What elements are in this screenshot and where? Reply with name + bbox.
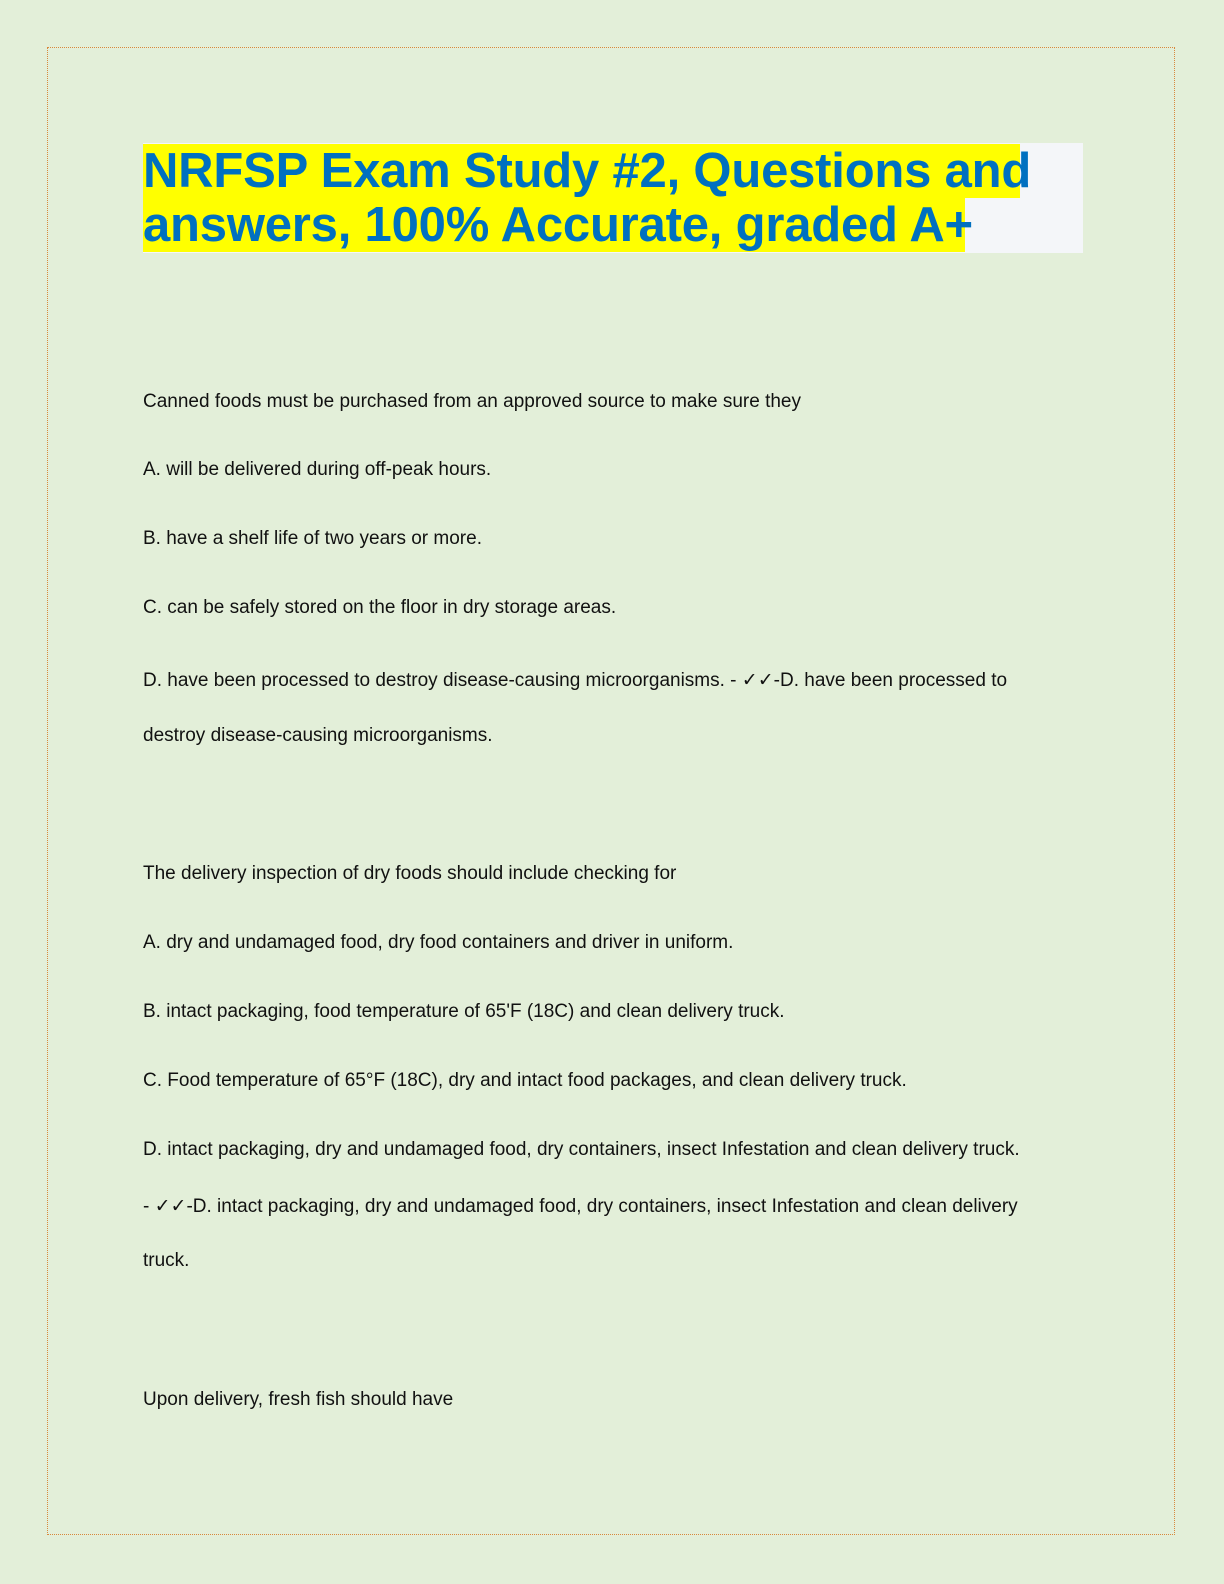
page-border: [47, 47, 1175, 1535]
checkmark-icon: ✓✓: [741, 669, 774, 691]
question-2-option-b: B. intact packaging, food temperature of 65'F (18C) and clean delivery truck.: [143, 1001, 785, 1022]
question-2-option-d: D. intact packaging, dry and undamaged food, dry containers, insect Infestation and clean delivery truck.: [143, 1139, 1020, 1160]
checkmark-icon: ✓✓: [154, 1195, 187, 1217]
document-content: [143, 143, 1083, 1410]
question-2-stem: The delivery inspection of dry foods should include checking for: [143, 863, 677, 884]
question-1-answer-start: -D. have been processed to: [773, 670, 1008, 691]
question-1-answer-end: destroy disease-causing microorganisms.: [143, 725, 493, 746]
question-1-option-a: A. will be delivered during off-peak hours.: [143, 459, 492, 480]
question-1-option-b: B. have a shelf life of two years or more.: [143, 528, 482, 549]
question-1-option-c: C. can be safely stored on the floor in dry storage areas.: [143, 597, 617, 618]
question-2-answer: [143, 1195, 1018, 1218]
question-2-option-c: C. Food temperature of 65°F (18C), dry and intact food packages, and clean delivery truck.: [143, 1070, 907, 1091]
question-1-option-d-answer: [143, 669, 1007, 692]
answer-dash: -: [143, 1196, 155, 1217]
question-2-answer-line1: -D. intact packaging, dry and undamaged food, dry containers, insect Infestation and clean delivery: [186, 1196, 1018, 1217]
question-1-stem: Canned foods must be purchased from an approved source to make sure they: [143, 391, 801, 412]
question-2-answer-line2: truck.: [143, 1250, 190, 1271]
document-title: [143, 143, 1083, 253]
title-line-2: answers, 100% Accurate, graded A+: [143, 198, 973, 252]
title-line-1: NRFSP Exam Study #2, Questions and: [143, 144, 1032, 198]
question-2-option-a: A. dry and undamaged food, dry food containers and driver in uniform.: [143, 932, 734, 953]
question-1-option-d: D. have been processed to destroy disease-causing microorganisms. -: [143, 670, 742, 691]
question-3-stem: Upon delivery, fresh fish should have: [143, 1389, 454, 1410]
